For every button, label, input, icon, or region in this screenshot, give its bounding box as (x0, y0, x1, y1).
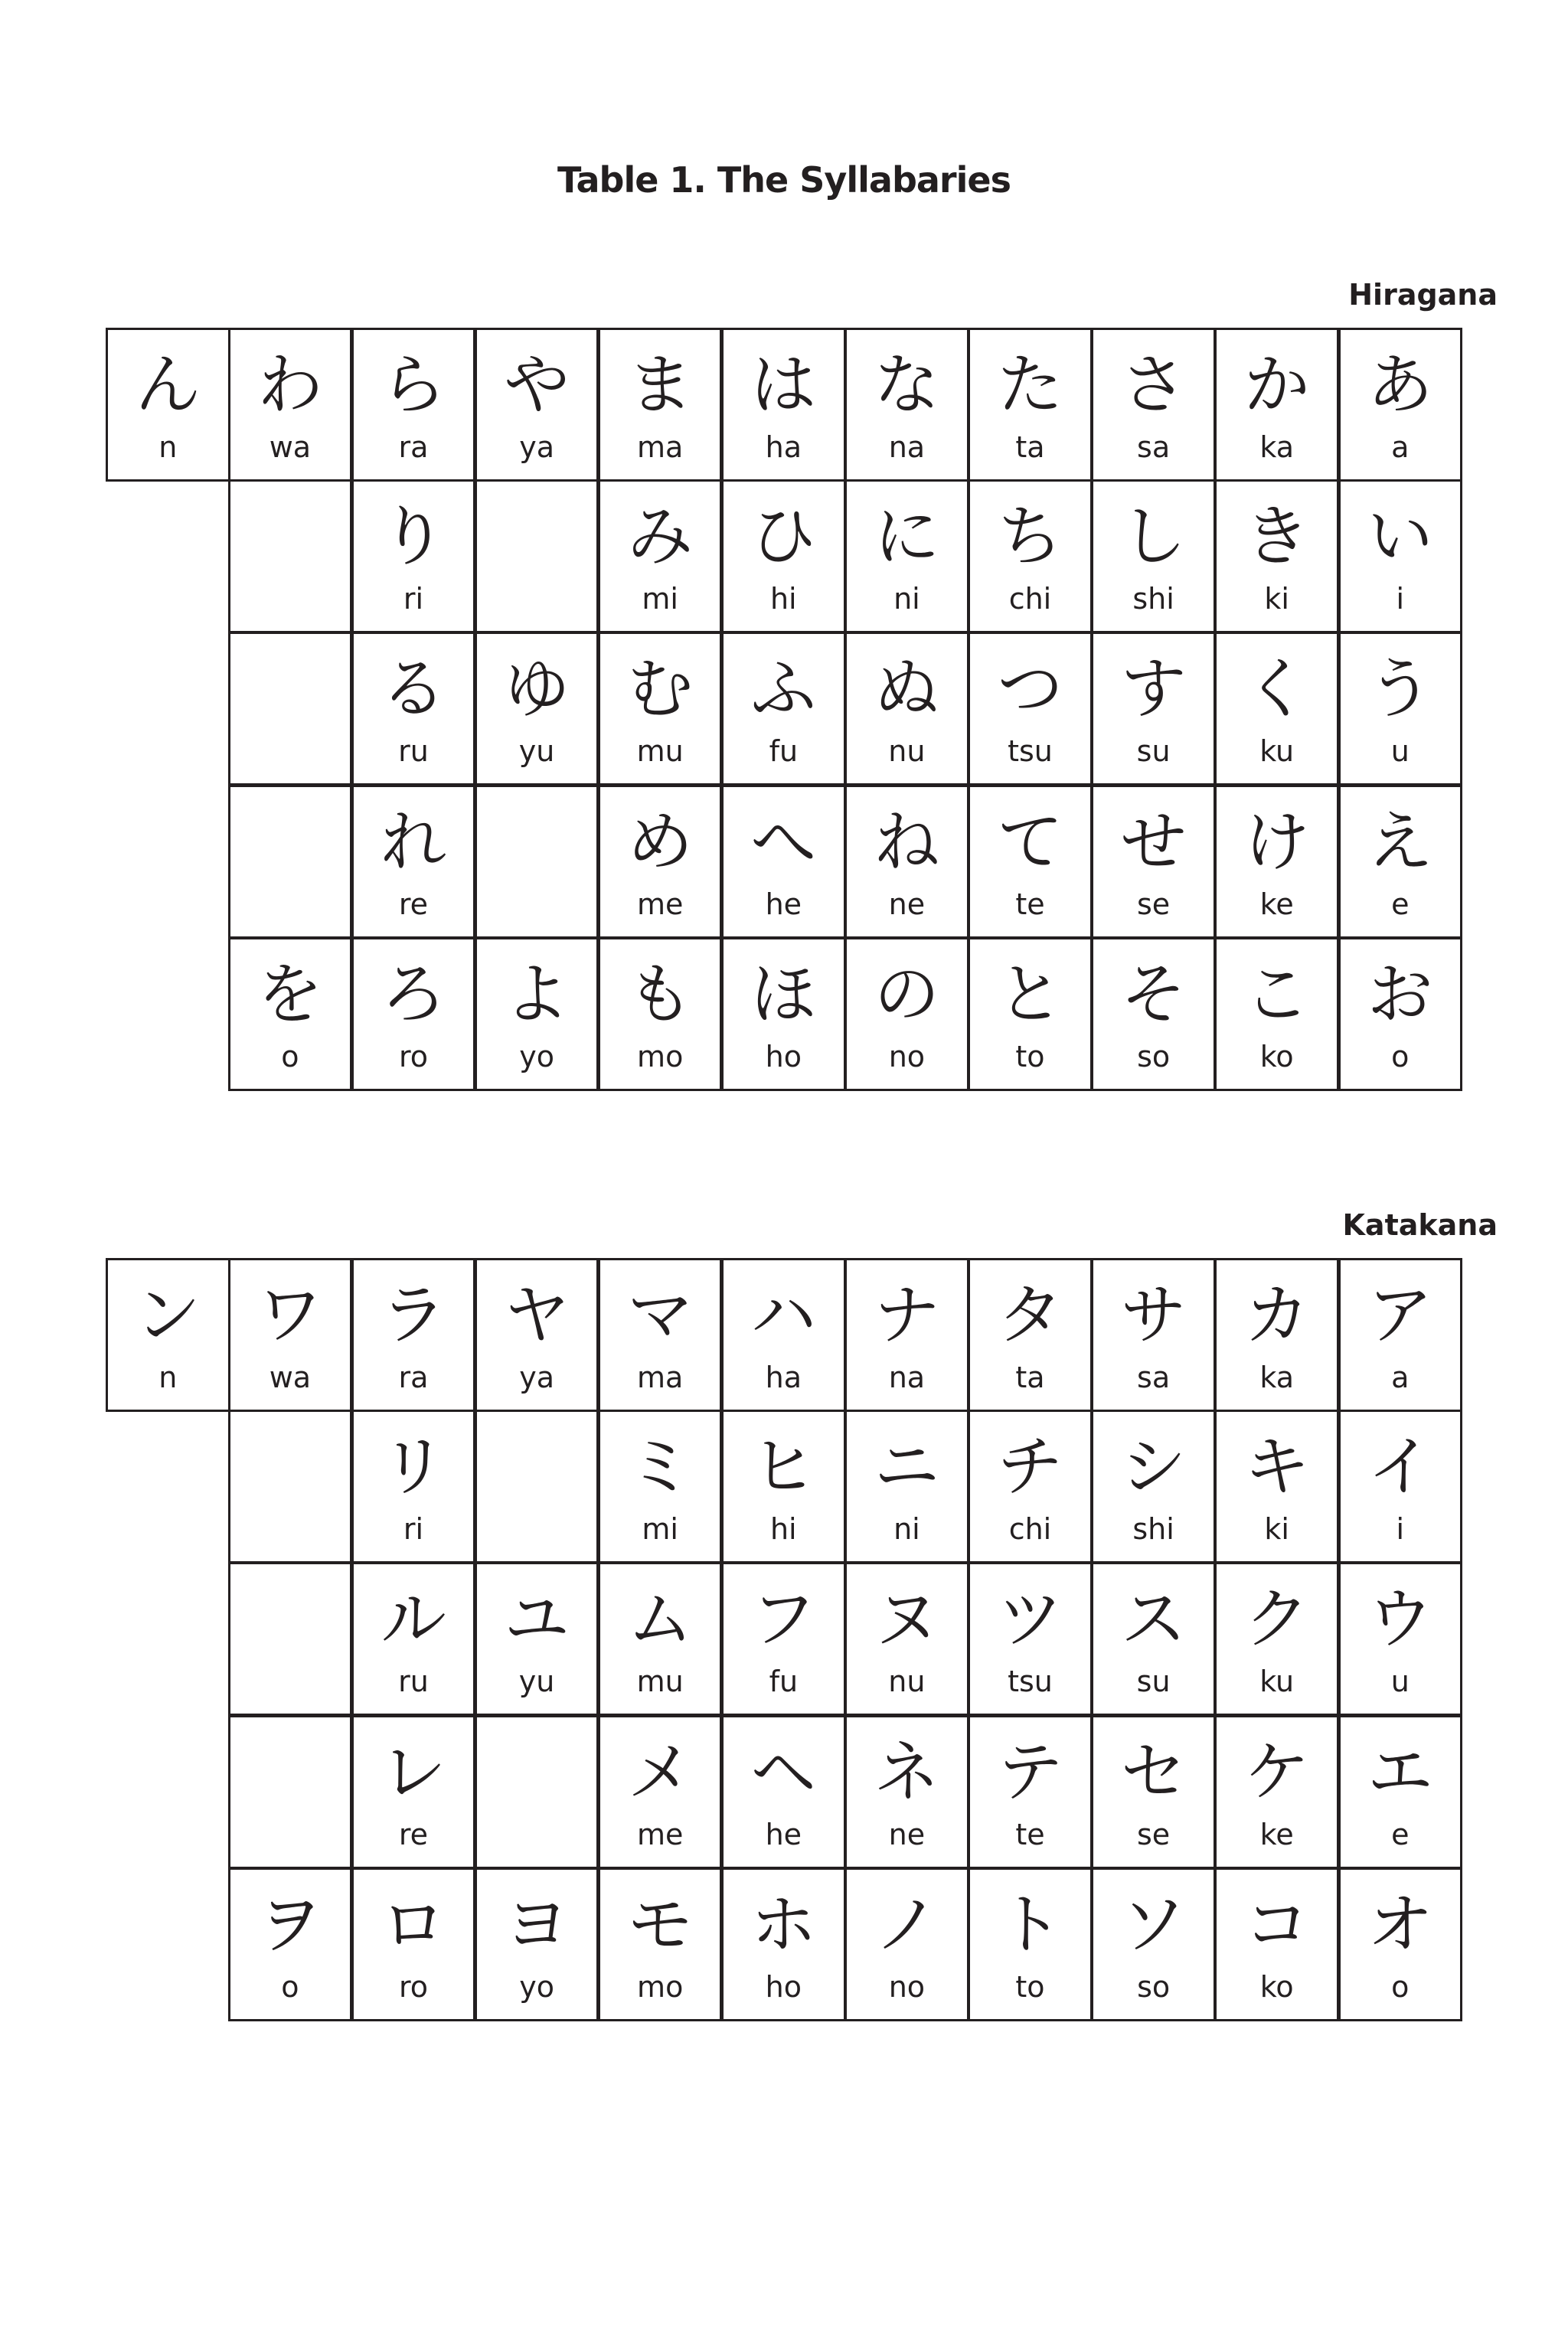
romaji-label: mu (636, 734, 684, 769)
romaji-label: su (1136, 734, 1171, 769)
romaji-label: ro (398, 1969, 428, 2004)
romaji-label: yu (518, 1665, 555, 1699)
kana-character: ヒ (750, 1428, 817, 1505)
kana-cell (1214, 1410, 1339, 1563)
kana-character: ろ (380, 956, 446, 1034)
kana-cell (968, 632, 1093, 786)
kana-character: め (627, 803, 694, 881)
kana-cell (106, 328, 230, 482)
romaji-label: ni (893, 1511, 920, 1546)
romaji-label: hi (769, 1511, 797, 1546)
kana-cell (844, 1258, 969, 1412)
romaji-label: ha (765, 1360, 802, 1394)
kana-cell (1214, 632, 1339, 786)
romaji-label: ke (1259, 887, 1294, 921)
romaji-label: ri (403, 1511, 424, 1546)
kana-character: よ (504, 956, 570, 1034)
kana-cell (475, 1562, 599, 1716)
kana-cell (968, 1410, 1093, 1563)
empty-cell (228, 1562, 353, 1716)
kana-cell (351, 937, 476, 1091)
romaji-label: e (1391, 887, 1410, 921)
romaji-label: chi (1008, 581, 1052, 616)
kana-character: き (1243, 498, 1310, 575)
kana-character: あ (1367, 347, 1433, 423)
romaji-label: n (158, 1360, 178, 1394)
empty-cell (475, 479, 599, 633)
hiragana-label: Hiragana (1348, 278, 1498, 312)
kana-cell (1338, 1562, 1463, 1716)
kana-character: け (1243, 803, 1310, 881)
kana-cell (351, 632, 476, 786)
romaji-label: u (1390, 1665, 1410, 1699)
romaji-label: he (765, 887, 802, 921)
empty-cell (228, 479, 353, 633)
romaji-label: wa (269, 430, 312, 464)
kana-character: わ (256, 347, 323, 423)
kana-cell (351, 1715, 476, 1869)
katakana-label: Katakana (1342, 1208, 1498, 1242)
kana-character: ん (135, 347, 201, 423)
kana-character: チ (997, 1428, 1063, 1505)
kana-character: か (1243, 347, 1310, 423)
romaji-label: ke (1259, 1817, 1294, 1851)
kana-character: カ (1243, 1277, 1310, 1354)
kana-cell (968, 479, 1093, 633)
kana-character: ロ (380, 1887, 446, 1964)
kana-character: は (750, 347, 817, 423)
romaji-label: ko (1259, 1039, 1294, 1073)
romaji-label: n (158, 430, 178, 464)
kana-cell (598, 479, 723, 633)
kana-character: ら (380, 347, 446, 423)
kana-cell (351, 785, 476, 939)
kana-cell (844, 328, 969, 482)
romaji-label: mo (637, 1039, 684, 1073)
romaji-label: fu (769, 1665, 799, 1699)
romaji-label: ri (403, 581, 424, 616)
kana-character: う (1367, 651, 1433, 728)
kana-cell (968, 1715, 1093, 1869)
kana-cell (1091, 785, 1216, 939)
romaji-label: ra (398, 430, 429, 464)
kana-cell (1214, 1258, 1339, 1412)
kana-character: ゆ (504, 651, 570, 728)
kana-cell (1338, 328, 1463, 482)
romaji-label: ku (1259, 734, 1295, 769)
kana-character: な (874, 347, 940, 423)
kana-cell (721, 1867, 846, 2021)
romaji-label: me (636, 1817, 684, 1851)
kana-character: サ (1120, 1277, 1187, 1354)
romaji-label: no (888, 1039, 926, 1073)
kana-cell (475, 1258, 599, 1412)
kana-cell (1091, 1410, 1216, 1563)
kana-character: に (874, 498, 940, 575)
kana-cell (844, 1867, 969, 2021)
kana-character: ウ (1367, 1581, 1433, 1658)
romaji-label: ta (1015, 430, 1045, 464)
kana-character: ク (1243, 1581, 1310, 1658)
romaji-label: me (636, 887, 684, 921)
kana-character: そ (1120, 956, 1187, 1034)
kana-cell (228, 937, 353, 1091)
kana-cell (844, 1562, 969, 1716)
kana-cell (968, 328, 1093, 482)
kana-cell (844, 632, 969, 786)
kana-character: つ (997, 651, 1063, 728)
kana-cell (844, 1715, 969, 1869)
romaji-label: ru (398, 1665, 429, 1699)
kana-character: オ (1367, 1887, 1433, 1964)
romaji-label: ki (1264, 581, 1289, 616)
kana-cell (351, 1867, 476, 2021)
romaji-label: ma (637, 430, 684, 464)
romaji-label: he (765, 1817, 802, 1851)
kana-character: コ (1243, 1887, 1310, 1964)
kana-cell (351, 479, 476, 633)
kana-character: エ (1367, 1733, 1433, 1811)
romaji-label: ku (1259, 1665, 1295, 1699)
empty-cell (475, 1715, 599, 1869)
romaji-label: so (1137, 1969, 1171, 2004)
kana-cell (351, 1562, 476, 1716)
kana-cell (1214, 1562, 1339, 1716)
kana-character: す (1120, 651, 1187, 728)
romaji-label: ni (893, 581, 920, 616)
romaji-label: ho (765, 1969, 802, 2004)
kana-cell (598, 785, 723, 939)
romaji-label: i (1396, 1511, 1405, 1546)
romaji-label: o (1391, 1969, 1410, 2004)
kana-character: ア (1367, 1277, 1433, 1354)
kana-cell (598, 1715, 723, 1869)
hiragana-table (106, 328, 1461, 1091)
kana-cell (228, 1258, 353, 1412)
kana-character: い (1367, 498, 1433, 575)
romaji-label: nu (888, 734, 926, 769)
empty-cell (475, 785, 599, 939)
kana-character: へ (750, 803, 817, 881)
kana-cell (1091, 632, 1216, 786)
kana-cell (1091, 1715, 1216, 1869)
romaji-label: ka (1259, 1360, 1294, 1394)
empty-cell (228, 1715, 353, 1869)
kana-cell (721, 328, 846, 482)
kana-character: ワ (256, 1277, 323, 1354)
kana-cell (1338, 785, 1463, 939)
kana-character: タ (997, 1277, 1063, 1354)
romaji-label: tsu (1008, 1665, 1053, 1699)
kana-cell (721, 1410, 846, 1563)
kana-character: ル (380, 1581, 446, 1658)
romaji-label: tsu (1008, 734, 1053, 769)
empty-cell (475, 1410, 599, 1563)
kana-cell (968, 785, 1093, 939)
romaji-label: nu (888, 1665, 926, 1699)
romaji-label: sa (1137, 1360, 1171, 1394)
kana-character: お (1367, 956, 1433, 1034)
kana-character: や (504, 347, 570, 423)
romaji-label: hi (769, 581, 797, 616)
kana-cell (1338, 1258, 1463, 1412)
kana-cell (1338, 937, 1463, 1091)
kana-cell (1091, 1258, 1216, 1412)
romaji-label: se (1137, 887, 1171, 921)
kana-cell (1091, 937, 1216, 1091)
romaji-label: yo (519, 1969, 554, 2004)
kana-character: ネ (874, 1733, 940, 1811)
kana-character: マ (627, 1277, 694, 1354)
kana-cell (351, 328, 476, 482)
kana-character: ス (1120, 1581, 1187, 1658)
kana-cell (1338, 1867, 1463, 2021)
romaji-label: a (1391, 430, 1410, 464)
kana-character: と (997, 956, 1063, 1034)
romaji-label: ko (1259, 1969, 1294, 2004)
romaji-label: o (281, 1969, 299, 2004)
kana-character: ち (997, 498, 1063, 575)
kana-character: ム (627, 1581, 694, 1658)
kana-character: ソ (1120, 1887, 1187, 1964)
romaji-label: sa (1137, 430, 1171, 464)
kana-character: ナ (874, 1277, 940, 1354)
kana-cell (721, 479, 846, 633)
kana-cell (844, 785, 969, 939)
kana-cell (351, 1410, 476, 1563)
romaji-label: se (1137, 1817, 1171, 1851)
romaji-label: mu (636, 1665, 684, 1699)
kana-cell (351, 1258, 476, 1412)
kana-cell (1214, 328, 1339, 482)
romaji-label: o (1391, 1039, 1410, 1073)
kana-character: ミ (627, 1428, 694, 1505)
romaji-label: e (1391, 1817, 1410, 1851)
kana-character: セ (1120, 1733, 1187, 1811)
romaji-label: mi (642, 581, 678, 616)
kana-cell (475, 1867, 599, 2021)
kana-cell (598, 1410, 723, 1563)
kana-character: テ (997, 1733, 1063, 1811)
romaji-label: mo (637, 1969, 684, 2004)
kana-cell (1214, 1715, 1339, 1869)
romaji-label: te (1015, 1817, 1045, 1851)
kana-cell (721, 1562, 846, 1716)
romaji-label: ya (519, 430, 554, 464)
kana-character: キ (1243, 1428, 1310, 1505)
kana-character: み (627, 498, 694, 575)
romaji-label: a (1391, 1360, 1410, 1394)
kana-character: リ (380, 1428, 446, 1505)
romaji-label: yu (518, 734, 555, 769)
kana-cell (475, 937, 599, 1091)
kana-character: れ (380, 803, 446, 881)
kana-cell (598, 937, 723, 1091)
kana-cell (844, 937, 969, 1091)
kana-cell (598, 328, 723, 482)
kana-character: ヨ (504, 1887, 570, 1964)
kana-cell (721, 937, 846, 1091)
kana-character: を (256, 956, 323, 1034)
kana-cell (844, 479, 969, 633)
romaji-label: no (888, 1969, 926, 2004)
kana-cell (1091, 1867, 1216, 2021)
kana-character: た (997, 347, 1063, 423)
romaji-label: ma (637, 1360, 684, 1394)
romaji-label: mi (642, 1511, 678, 1546)
romaji-label: ne (888, 1817, 926, 1851)
kana-cell (106, 1258, 230, 1412)
romaji-label: ka (1259, 430, 1294, 464)
kana-cell (968, 937, 1093, 1091)
romaji-label: shi (1132, 1511, 1174, 1546)
romaji-label: ne (888, 887, 926, 921)
romaji-label: so (1137, 1039, 1171, 1073)
romaji-label: ta (1015, 1360, 1045, 1394)
kana-cell (475, 632, 599, 786)
kana-cell (475, 328, 599, 482)
kana-cell (1338, 632, 1463, 786)
kana-cell (968, 1258, 1093, 1412)
kana-character: ツ (997, 1581, 1063, 1658)
kana-character: シ (1120, 1428, 1187, 1505)
romaji-label: chi (1008, 1511, 1052, 1546)
romaji-label: i (1396, 581, 1405, 616)
kana-cell (598, 632, 723, 786)
kana-cell (598, 1867, 723, 2021)
kana-character: フ (750, 1581, 817, 1658)
kana-cell (721, 1258, 846, 1412)
romaji-label: ro (398, 1039, 428, 1073)
kana-cell (1214, 479, 1339, 633)
kana-character: ケ (1243, 1733, 1310, 1811)
kana-character: ヤ (504, 1277, 570, 1354)
kana-character: ト (997, 1887, 1063, 1964)
kana-cell (844, 1410, 969, 1563)
romaji-label: na (888, 430, 926, 464)
romaji-label: to (1015, 1969, 1045, 2004)
kana-cell (1214, 785, 1339, 939)
kana-character: せ (1120, 803, 1187, 881)
romaji-label: su (1136, 1665, 1171, 1699)
kana-character: ひ (750, 498, 817, 575)
romaji-label: ya (519, 1360, 554, 1394)
kana-cell (721, 632, 846, 786)
kana-character: ホ (750, 1887, 817, 1964)
romaji-label: shi (1132, 581, 1174, 616)
romaji-label: ha (765, 430, 802, 464)
kana-character: ラ (380, 1277, 446, 1354)
romaji-label: yo (519, 1039, 554, 1073)
romaji-label: ru (398, 734, 429, 769)
kana-cell (228, 1867, 353, 2021)
kana-cell (1338, 1410, 1463, 1563)
romaji-label: u (1390, 734, 1410, 769)
kana-character: も (627, 956, 694, 1034)
kana-character: イ (1367, 1428, 1433, 1505)
kana-cell (1338, 479, 1463, 633)
kana-cell (1338, 1715, 1463, 1869)
kana-character: ハ (750, 1277, 817, 1354)
kana-cell (1091, 328, 1216, 482)
kana-character: ヌ (874, 1581, 940, 1658)
kana-cell (721, 785, 846, 939)
romaji-label: te (1015, 887, 1045, 921)
empty-cell (228, 1410, 353, 1563)
kana-character: ほ (750, 956, 817, 1034)
katakana-table (106, 1258, 1461, 2021)
romaji-label: re (398, 887, 429, 921)
romaji-label: fu (769, 734, 799, 769)
kana-character: さ (1120, 347, 1187, 423)
kana-character: ノ (874, 1887, 940, 1964)
kana-cell (228, 328, 353, 482)
kana-cell (1091, 479, 1216, 633)
kana-character: の (874, 956, 940, 1034)
romaji-label: wa (269, 1360, 312, 1394)
kana-character: ま (627, 347, 694, 423)
kana-character: ぬ (874, 651, 940, 728)
kana-character: ね (874, 803, 940, 881)
romaji-label: to (1015, 1039, 1045, 1073)
romaji-label: ho (765, 1039, 802, 1073)
kana-cell (721, 1715, 846, 1869)
kana-cell (968, 1562, 1093, 1716)
empty-cell (228, 785, 353, 939)
romaji-label: o (281, 1039, 299, 1073)
kana-character: ン (135, 1277, 201, 1354)
kana-character: る (380, 651, 446, 728)
kana-character: ヲ (256, 1887, 323, 1964)
kana-character: レ (380, 1733, 446, 1811)
kana-cell (1091, 1562, 1216, 1716)
kana-character: く (1243, 651, 1310, 728)
romaji-label: ra (398, 1360, 429, 1394)
romaji-label: ki (1264, 1511, 1289, 1546)
kana-character: り (380, 498, 446, 575)
romaji-label: na (888, 1360, 926, 1394)
kana-character: モ (627, 1887, 694, 1964)
kana-character: ニ (874, 1428, 940, 1505)
romaji-label: re (398, 1817, 429, 1851)
kana-character: て (997, 803, 1063, 881)
kana-character: ふ (750, 651, 817, 728)
kana-character: ユ (504, 1581, 570, 1658)
kana-character: え (1367, 803, 1433, 881)
kana-character: こ (1243, 956, 1310, 1034)
empty-cell (228, 632, 353, 786)
kana-character: む (627, 651, 694, 728)
kana-cell (1214, 1867, 1339, 2021)
kana-character: メ (627, 1733, 694, 1811)
kana-cell (1214, 937, 1339, 1091)
kana-cell (598, 1258, 723, 1412)
kana-cell (598, 1562, 723, 1716)
kana-character: ヘ (750, 1733, 817, 1811)
page-title: Table 1. The Syllabaries (557, 159, 1011, 201)
kana-cell (968, 1867, 1093, 2021)
kana-character: し (1120, 498, 1187, 575)
